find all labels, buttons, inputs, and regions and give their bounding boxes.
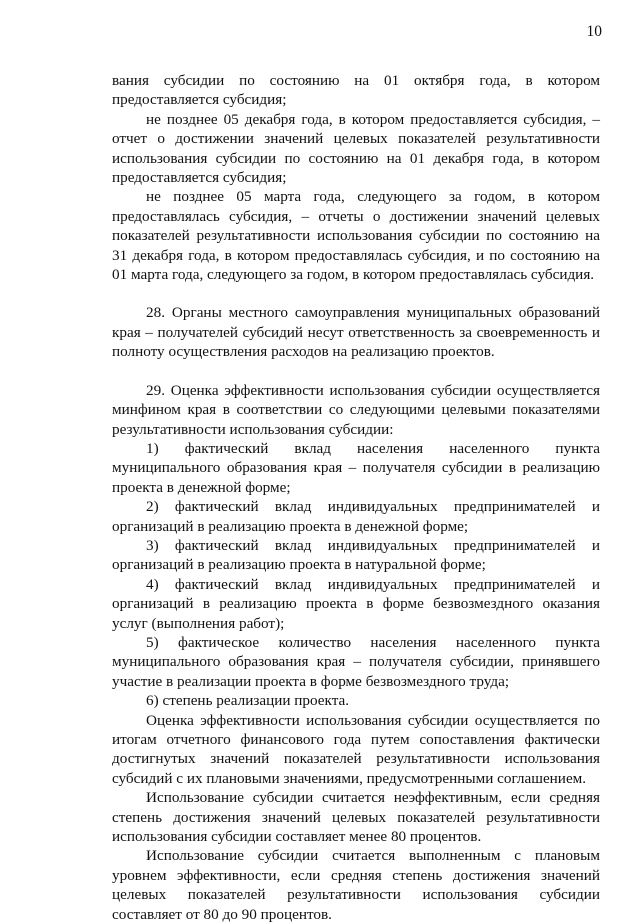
paragraph: 28. Органы местного самоуправления муниципальных образований края – получателей субсидий несут ответственность за своевременность и полноту осуществления расходов на реализацию проектов.: [112, 304, 600, 361]
paragraph: Оценка эффективности использования субсидии осуществляется по итогам отчетного финансового года путем сопоставления фактически достигнутых значений показателей результативности использования субсидий с их плановыми значениями, предусмотренными соглашением.: [112, 711, 600, 787]
paragraph-gap: [112, 362, 600, 381]
paragraph: вания субсидии по состоянию на 01 октября года, в котором предоставляется субсидия;: [112, 72, 600, 109]
paragraph: 5) фактическое количество населения населенного пункта муниципального образования края – получателя субсидии, принявшего участие в реализации проекта в форме безвозмездного труда;: [112, 633, 600, 690]
page-number: 10: [586, 23, 602, 40]
document-body: [112, 71, 600, 924]
paragraph: не позднее 05 марта года, следующего за годом, в котором предоставлялась субсидия, – отчеты о достижении значений целевых показателей результативности использования субсидии по состоянию на 31 декабря года, в котором предоставлялась субсидия, и по состоянию на 01 марта года, следующего за годом, в котором предоставлялась субсидия.: [112, 188, 600, 284]
paragraph: не позднее 05 декабря года, в котором предоставляется субсидия, – отчет о достижении значений целевых показателей результативности использования субсидии по состоянию на 01 декабря года, в котором предоставляется субсидия;: [112, 110, 600, 187]
paragraph: 2) фактический вклад индивидуальных предпринимателей и организаций в реализацию проекта в денежной форме;: [112, 498, 600, 535]
paragraph: Использование субсидии считается неэффективным, если средняя степень достижения значений целевых показателей результативности использования субсидии составляет менее 80 процентов.: [112, 789, 600, 846]
paragraph: 3) фактический вклад индивидуальных предпринимателей и организаций в реализацию проекта в натуральной форме;: [112, 536, 600, 574]
paragraph-gap: [112, 284, 600, 303]
paragraph: 4) фактический вклад индивидуальных предпринимателей и организаций в реализацию проекта в форме безвозмездного оказания услуг (выполнения работ);: [112, 575, 600, 632]
paragraph: 29. Оценка эффективности использования субсидии осуществляется минфином края в соответствии со следующими целевыми показателями результативности использования субсидии:: [112, 381, 600, 438]
paragraph: Использование субсидии считается выполненным с плановым уровнем эффективности, если средняя степень достижения значений целевых показателей результативности использования субсидии составляет от 80 до 90 процентов.: [112, 847, 600, 923]
paragraph: 6) степень реализации проекта.: [146, 692, 350, 710]
paragraph: 1) фактический вклад населения населенного пункта муниципального образования края – получателя субсидии в реализацию проекта в денежной форме;: [112, 439, 600, 496]
